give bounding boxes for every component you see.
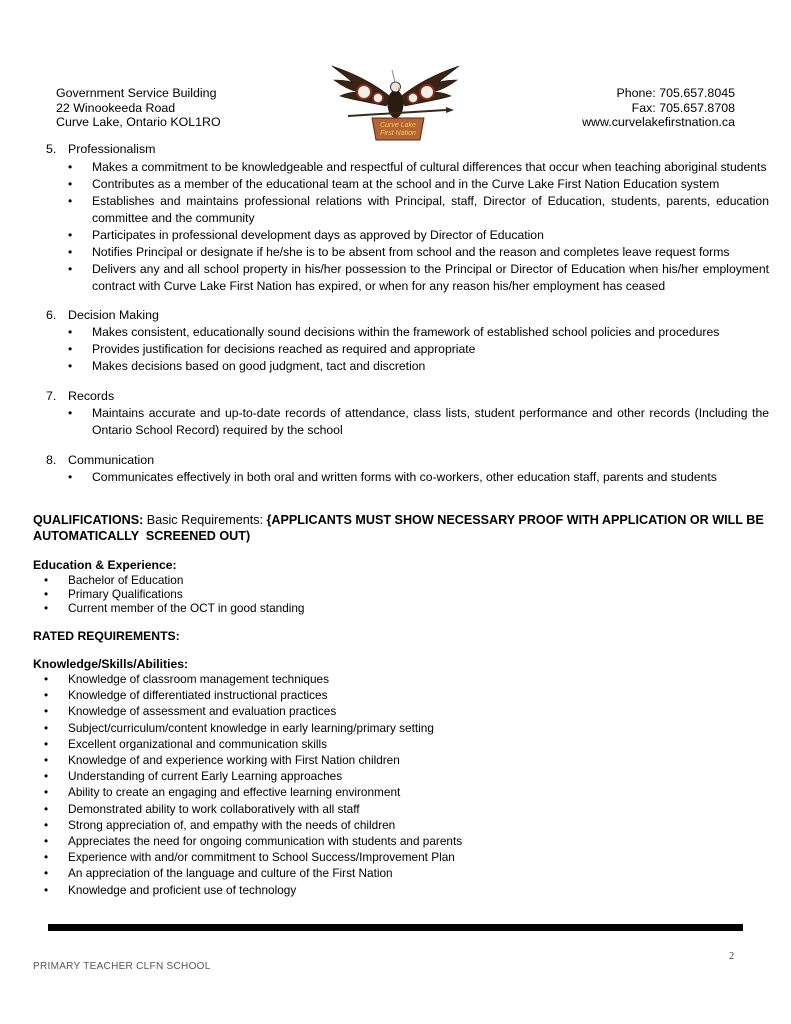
list-item: • An appreciation of the language and culture of the First Nation: [44, 865, 544, 881]
list-item: • Demonstrated ability to work collaboratively with all staff: [44, 801, 544, 817]
section-number: 6.: [46, 308, 57, 322]
rated-requirements-heading: RATED REQUIREMENTS:: [33, 629, 180, 643]
qualifications-label: QUALIFICATIONS:: [33, 513, 144, 527]
section-heading: [46, 142, 155, 156]
list-item: • Knowledge and proficient use of technology: [44, 882, 544, 898]
list-item: • Knowledge of differentiated instructional practices: [44, 687, 544, 703]
list-item: • Makes a commitment to be knowledgeable and respectful of cultural differences that occur when teaching aboriginal students: [68, 159, 769, 176]
list-item: • Current member of the OCT in good standing: [44, 601, 544, 615]
contact-block: [582, 86, 735, 130]
ksa-heading: Knowledge/Skills/Abilities:: [33, 657, 189, 671]
section-list: [68, 324, 769, 375]
list-item: • Makes decisions based on good judgment, tact and discretion: [68, 358, 769, 375]
list-item: • Contributes as a member of the educational team at the school and in the Curve Lake First Nation Education system: [68, 176, 769, 193]
section-heading: [46, 453, 154, 467]
section-title: Communication: [68, 453, 155, 467]
qualifications-notice: {APPLICANTS MUST SHOW NECESSARY PROOF WITH APPLICATION OR WILL BE AUTOMATICALLY SCREENED OUT): [33, 513, 767, 543]
list-item: • Provides justification for decisions reached as required and appropriate: [68, 341, 769, 358]
list-item: • Strong appreciation of, and empathy with the needs of children: [44, 817, 544, 833]
footer-divider: [48, 924, 743, 931]
section-list: [68, 405, 769, 439]
list-item: • Knowledge of assessment and evaluation practices: [44, 703, 544, 719]
list-item: • Participates in professional development days as approved by Director of Education: [68, 227, 769, 244]
address-line: Government Service Building: [56, 86, 217, 100]
phone-number: Phone: 705.657.8045: [616, 86, 735, 100]
address-block: [56, 86, 221, 130]
list-item: • Experience with and/or commitment to School Success/Improvement Plan: [44, 849, 544, 865]
list-item: • Subject/curriculum/content knowledge in early learning/primary setting: [44, 720, 544, 736]
eagle-icon: [328, 60, 463, 146]
logo-text-line: Curve Lake: [380, 122, 416, 129]
address-line: Curve Lake, Ontario KOL1RO: [56, 115, 221, 129]
section-number: 8.: [46, 453, 57, 467]
education-heading: Education & Experience:: [33, 558, 177, 572]
qualifications-paragraph: [33, 513, 768, 544]
list-item: • Maintains accurate and up-to-date records of attendance, class lists, student performance and other records (Including the Ontario School Record) required by the school: [68, 405, 769, 439]
section-heading: [46, 389, 114, 403]
address-line: 22 Winookeeda Road: [56, 100, 176, 115]
section-list: [68, 159, 769, 295]
list-item: • Understanding of current Early Learning approaches: [44, 768, 544, 784]
section-number: 5.: [46, 142, 57, 156]
list-item: • Notifies Principal or designate if he/she is to be absent from school and the reason and completes leave request forms: [68, 244, 769, 261]
section-title: Decision Making: [68, 308, 159, 322]
basic-requirements-label: Basic Requirements:: [143, 513, 267, 527]
eagle-logo: [328, 60, 463, 146]
list-item: • Excellent organizational and communication skills: [44, 736, 544, 752]
list-item: • Communicates effectively in both oral and written forms with co-workers, other education staff, parents and students: [68, 469, 769, 486]
ksa-list: [44, 671, 544, 898]
list-item: • Makes consistent, educationally sound decisions within the framework of established school policies and procedures: [68, 324, 769, 341]
section-heading: [46, 308, 159, 322]
section-number: 7.: [46, 389, 57, 403]
page-number: 2: [729, 951, 735, 962]
footer-doc-title: PRIMARY TEACHER CLFN SCHOOL: [33, 961, 211, 972]
website-link[interactable]: www.curvelakefirstnation.ca: [582, 115, 735, 129]
section-title: Records: [68, 389, 115, 403]
fax-number: Fax: 705.657.8708: [631, 100, 735, 115]
list-item: • Primary Qualifications: [44, 587, 544, 601]
logo-text-line: First Nation: [380, 130, 416, 137]
section-title: Professionalism: [68, 142, 156, 156]
list-item: • Knowledge of and experience working with First Nation children: [44, 752, 544, 768]
list-item: • Appreciates the need for ongoing communication with students and parents: [44, 833, 544, 849]
education-list: [44, 573, 544, 615]
list-item: • Delivers any and all school property in his/her possession to the Principal or Director of Education when his/her employment contract with Curve Lake First Nation has expired, or when for any reason his/her employment has ceased: [68, 261, 769, 295]
list-item: • Establishes and maintains professional relations with Principal, staff, Director of Education, students, parents, education committee and the community: [68, 193, 769, 227]
list-item: • Ability to create an engaging and effective learning environment: [44, 784, 544, 800]
section-list: [68, 469, 769, 486]
list-item: • Bachelor of Education: [44, 573, 544, 587]
list-item: • Knowledge of classroom management techniques: [44, 671, 544, 687]
